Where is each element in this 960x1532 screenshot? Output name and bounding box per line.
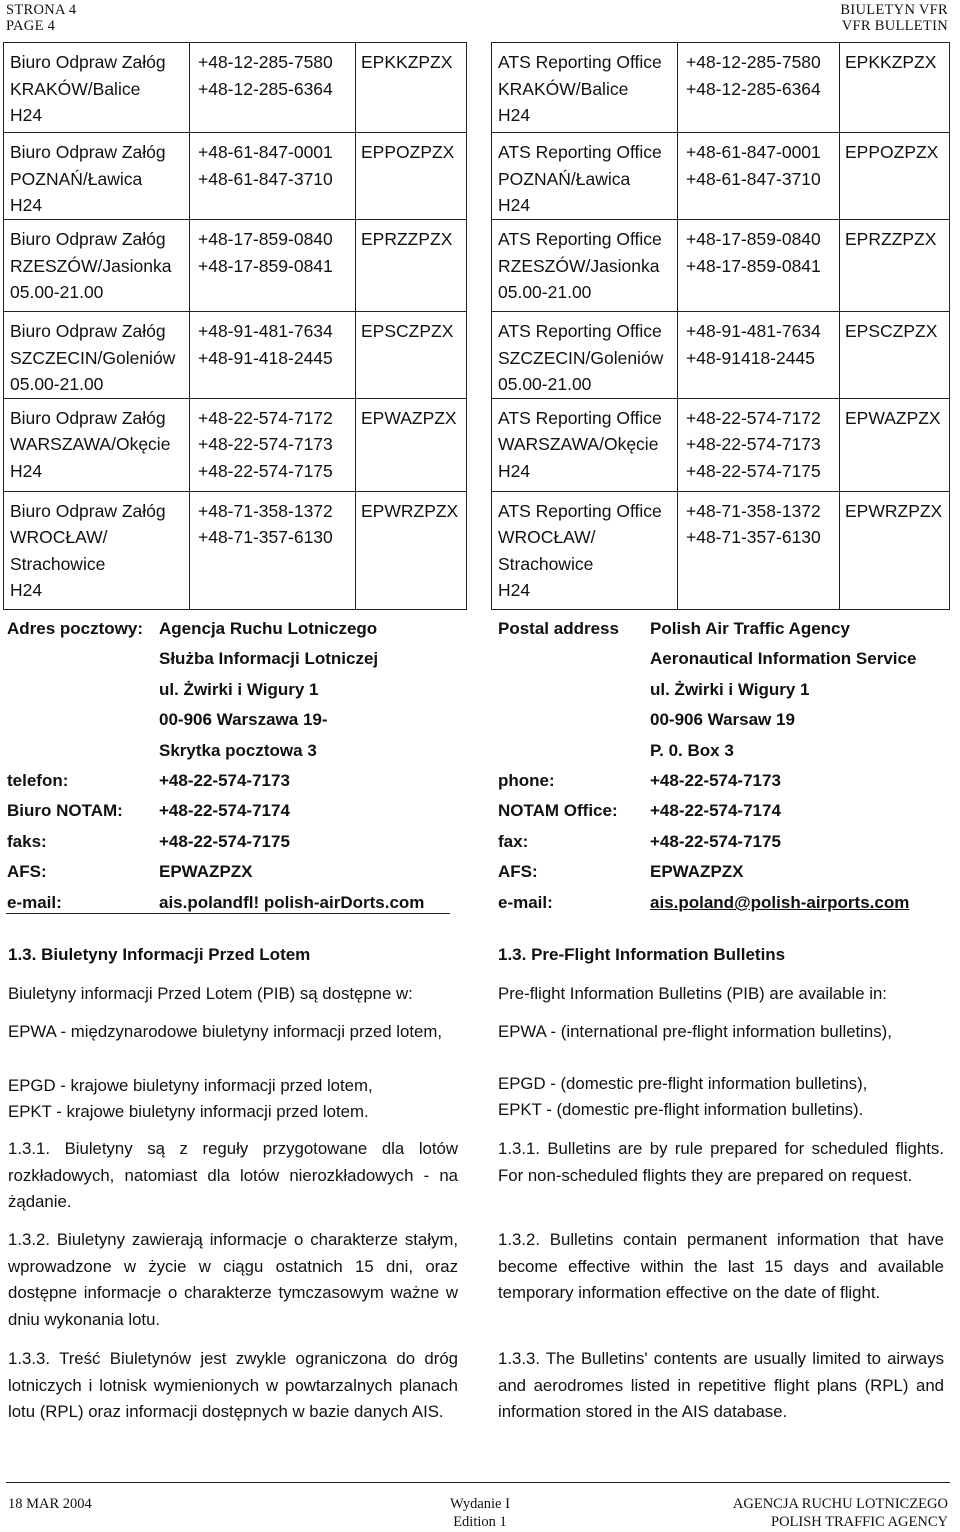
notam-label: Biuro NOTAM: xyxy=(7,801,123,820)
email-link[interactable]: ais.poland@polish-airports.com xyxy=(650,893,910,912)
notam-value: +48-22-574-7174 xyxy=(159,801,290,820)
office-name: ATS Reporting Office WROCŁAW/ Strachowice H24 xyxy=(498,500,662,600)
postal-line: Polish Air Traffic Agency xyxy=(650,619,850,638)
divider xyxy=(6,913,450,914)
table-row xyxy=(4,398,467,491)
bulletin-title-pl: BIULETYN VFR xyxy=(840,2,948,18)
office-name: ATS Reporting Office POZNAŃ/Ławica H24 xyxy=(498,142,662,215)
list-item-epwa: EPWA - (international pre-flight information bulletins), xyxy=(498,1022,892,1041)
intro-text: Pre-flight Information Bulletins (PIB) are available in: xyxy=(498,984,887,1003)
paragraph-1-3-3: 1.3.3. The Bulletins' contents are usually limited to airways and aerodromes listed in repetitive flight plans (RPL) and information stored in the AIS database. xyxy=(498,1349,944,1421)
postal-address-label: Adres pocztowy: xyxy=(7,619,144,638)
office-phones: +48-71-358-1372 +48-71-357-6130 xyxy=(198,500,333,547)
table-row xyxy=(492,398,950,491)
office-phones: +48-22-574-7172 +48-22-574-7173 +48-22-574-7175 xyxy=(198,407,333,481)
office-name: Biuro Odpraw Załóg WARSZAWA/Okęcie H24 xyxy=(10,407,171,481)
footer-rule xyxy=(6,1482,950,1483)
office-phones: +48-61-847-0001 +48-61-847-3710 xyxy=(198,142,333,189)
office-afs: EPPOZPZX xyxy=(361,142,455,162)
office-name: ATS Reporting Office KRAKÓW/Balice H24 xyxy=(498,52,662,125)
office-name: Biuro Odpraw Załóg KRAKÓW/Balice H24 xyxy=(10,52,166,125)
fax-value: +48-22-574-7175 xyxy=(159,832,290,851)
office-phones: +48-61-847-0001 +48-61-847-3710 xyxy=(686,142,821,189)
office-name: Biuro Odpraw Załóg WROCŁAW/ Strachowice H24 xyxy=(10,500,166,600)
table-row xyxy=(4,133,467,220)
footer-agency-en: POLISH TRAFFIC AGENCY xyxy=(771,1514,948,1530)
postal-line: 00-906 Warszawa 19- xyxy=(159,710,328,729)
footer-edition-en: Edition 1 xyxy=(453,1514,507,1530)
office-afs: EPRZZPZX xyxy=(361,229,453,249)
postal-line: ul. Żwirki i Wigury 1 xyxy=(159,680,319,699)
postal-line: 00-906 Warsaw 19 xyxy=(650,710,795,729)
office-table-en xyxy=(491,42,950,610)
list-item-epgd: EPGD - krajowe biuletyny informacji przed lotem, xyxy=(8,1076,373,1095)
notam-value: +48-22-574-7174 xyxy=(650,801,781,820)
phone-value: +48-22-574-7173 xyxy=(159,771,290,790)
table-row xyxy=(4,491,467,609)
office-name: Biuro Odpraw Załóg RZESZÓW/Jasionka 05.00-21.00 xyxy=(10,229,172,302)
office-afs: EPPOZPZX xyxy=(845,142,939,162)
office-name: ATS Reporting Office RZESZÓW/Jasionka 05.00-21.00 xyxy=(498,229,662,302)
office-afs: EPWAZPZX xyxy=(845,407,941,428)
postal-line: P. 0. Box 3 xyxy=(650,741,734,760)
postal-address-label: Postal address xyxy=(498,619,619,638)
office-phones: +48-17-859-0840 +48-17-859-0841 xyxy=(198,229,333,276)
postal-line: Służba Informacji Lotniczej xyxy=(159,649,379,668)
office-phones: +48-71-358-1372 +48-71-357-6130 xyxy=(686,500,821,547)
office-afs: EPSCZPZX xyxy=(361,321,454,341)
footer-edition-pl: Wydanie I xyxy=(450,1496,510,1512)
paragraph-1-3-3: 1.3.3. Treść Biuletynów jest zwykle ograniczona do dróg lotniczych i lotnisk wymienionych w powtarzalnych planach lotu (RPL) oraz informacji dostępnych w bazie danych AIS. xyxy=(8,1349,458,1421)
phone-label: phone: xyxy=(498,771,555,790)
office-afs: EPKKZPZX xyxy=(361,52,453,72)
page-number-pl: STRONA 4 xyxy=(6,2,77,18)
office-afs: EPSCZPZX xyxy=(845,321,938,341)
email-label: e-mail: xyxy=(498,893,553,912)
intro-text: Biuletyny informacji Przed Lotem (PIB) są dostępne w: xyxy=(8,984,413,1003)
postal-line: Skrytka pocztowa 3 xyxy=(159,741,317,760)
section-heading: 1.3. Biuletyny Informacji Przed Lotem xyxy=(8,945,311,964)
bulletin-title-en: VFR BULLETIN xyxy=(841,18,948,34)
afs-value: EPWAZPZX xyxy=(650,862,744,881)
email-link[interactable]: ais.polandfl! polish-airDorts.com xyxy=(159,893,425,912)
table-row xyxy=(4,43,467,133)
paragraph-1-3-2: 1.3.2. Bulletins contain permanent information that have become effective within the last 15 days and available temporary information effective on the date of flight. xyxy=(498,1230,944,1302)
notam-label: NOTAM Office: xyxy=(498,801,618,820)
office-afs: EPWRZPZX xyxy=(845,500,943,521)
page-number-en: PAGE 4 xyxy=(6,18,56,34)
list-item-epgd: EPGD - (domestic pre-flight information bulletins), xyxy=(498,1074,868,1093)
footer-date: 18 MAR 2004 xyxy=(8,1496,92,1512)
office-afs: EPKKZPZX xyxy=(845,52,937,72)
fax-label: faks: xyxy=(7,832,47,851)
footer-agency-pl: AGENCJA RUCHU LOTNICZEGO xyxy=(732,1496,948,1512)
section-heading: 1.3. Pre-Flight Information Bulletins xyxy=(498,945,786,964)
office-phones: +48-91-481-7634 +48-91-418-2445 xyxy=(198,321,333,368)
fax-label: fax: xyxy=(498,832,529,851)
phone-label: telefon: xyxy=(7,771,69,790)
table-row xyxy=(492,312,950,399)
paragraph-1-3-1: 1.3.1. Biuletyny są z reguły przygotowane dla lotów rozkładowych, natomiast dla lotów nierozkładowych - na żądanie. xyxy=(8,1139,458,1211)
postal-line: ul. Żwirki i Wigury 1 xyxy=(650,680,810,699)
table-row xyxy=(492,43,950,133)
office-afs: EPWAZPZX xyxy=(361,407,457,428)
paragraph-1-3-1: 1.3.1. Bulletins are by rule prepared for scheduled flights. For non-scheduled flights they are prepared on request. xyxy=(498,1139,944,1185)
office-afs: EPRZZPZX xyxy=(845,229,937,249)
afs-label: AFS: xyxy=(498,862,538,881)
list-item-epkt: EPKT - (domestic pre-flight information bulletins). xyxy=(498,1100,864,1119)
email-label: e-mail: xyxy=(7,893,62,912)
office-name: ATS Reporting Office SZCZECIN/Goleniów 05.00-21.00 xyxy=(498,321,664,394)
office-phones: +48-12-285-7580 +48-12-285-6364 xyxy=(686,52,821,99)
list-item-epkt: EPKT - krajowe biuletyny informacji przed lotem. xyxy=(8,1102,369,1121)
table-row xyxy=(4,312,467,399)
table-row xyxy=(492,220,950,312)
table-row xyxy=(4,220,467,312)
office-phones: +48-22-574-7172 +48-22-574-7173 +48-22-574-7175 xyxy=(686,407,821,481)
office-name: Biuro Odpraw Załóg SZCZECIN/Goleniów 05.00-21.00 xyxy=(10,321,176,394)
office-phones: +48-91-481-7634 +48-91418-2445 xyxy=(686,321,821,368)
postal-line: Agencja Ruchu Lotniczego xyxy=(159,619,378,638)
office-table-pl xyxy=(3,42,467,610)
fax-value: +48-22-574-7175 xyxy=(650,832,781,851)
office-name: Biuro Odpraw Załóg POZNAŃ/Ławica H24 xyxy=(10,142,166,215)
table-row xyxy=(492,491,950,609)
phone-value: +48-22-574-7173 xyxy=(650,771,781,790)
office-phones: +48-12-285-7580 +48-12-285-6364 xyxy=(198,52,333,99)
office-name: ATS Reporting Office WARSZAWA/Okęcie H24 xyxy=(498,407,662,481)
afs-label: AFS: xyxy=(7,862,47,881)
list-item-epwa: EPWA - międzynarodowe biuletyny informacji przed lotem, xyxy=(8,1022,443,1041)
office-phones: +48-17-859-0840 +48-17-859-0841 xyxy=(686,229,821,276)
office-afs: EPWRZPZX xyxy=(361,500,459,521)
afs-value: EPWAZPZX xyxy=(159,862,253,881)
paragraph-1-3-2: 1.3.2. Biuletyny zawierają informacje o charakterze stałym, wprowadzone w życie w ciągu ostatnich 15 dni, oraz dostępne informacje o charakterze tymczasowym ważne w dniu wykonania lotu. xyxy=(8,1230,458,1329)
postal-line: Aeronautical Information Service xyxy=(650,649,917,668)
table-row xyxy=(492,133,950,220)
